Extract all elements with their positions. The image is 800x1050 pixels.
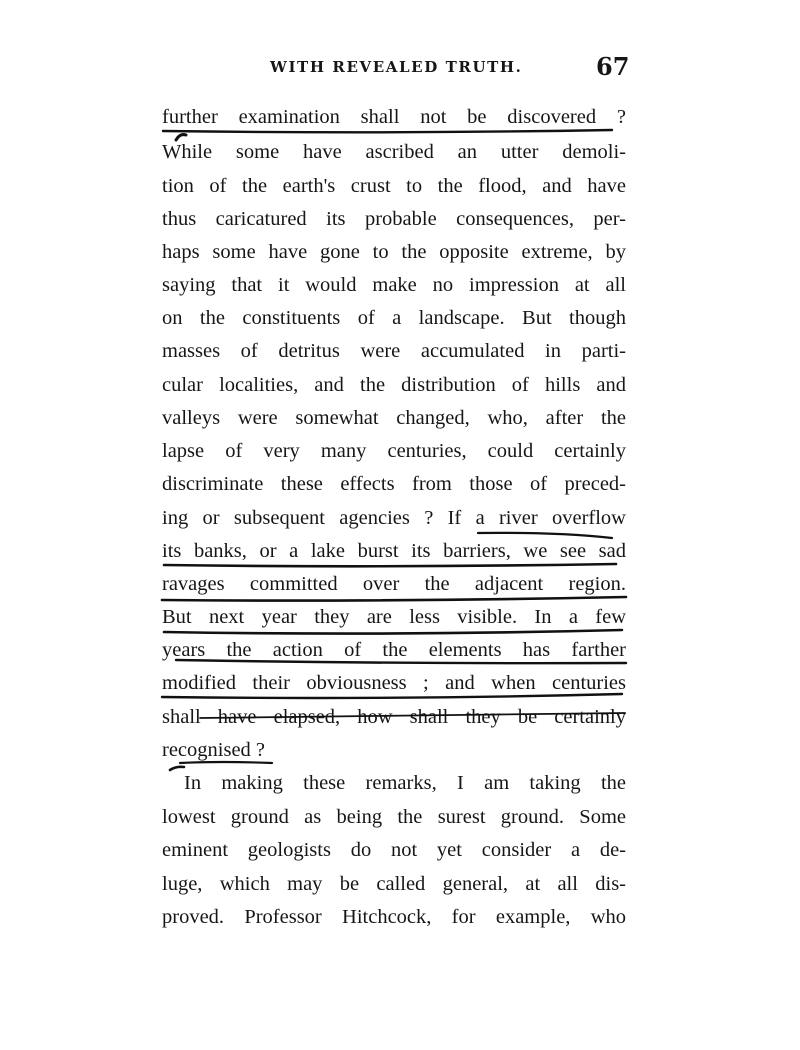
text-line: shall have elapsed, how shall they be certainly [162, 706, 626, 728]
text-line: tion of the earth's crust to the flood, and have [162, 175, 626, 197]
underline-mark [170, 767, 184, 770]
text-line: ravages committed over the adjacent region. [162, 573, 626, 595]
text-line: luge, which may be called general, at all dis- [162, 873, 626, 895]
text-line: In making these remarks, I am taking the [184, 772, 626, 794]
text-line: ing or subsequent agencies ? If a river overflow [162, 507, 626, 529]
underline-mark [200, 713, 625, 718]
text-line: recognised ? [162, 739, 266, 761]
underline-mark [164, 630, 622, 634]
running-header: WITH REVEALED TRUTH. [270, 58, 523, 76]
underline-mark [162, 597, 626, 601]
text-line: While some have ascribed an utter demoli- [162, 141, 626, 163]
text-line: thus caricatured its probable consequences, per- [162, 208, 626, 230]
underline-mark [478, 533, 612, 538]
underline-mark [180, 762, 272, 763]
text-line: lowest ground as being the surest ground. Some [162, 806, 626, 828]
underline-mark [176, 135, 186, 140]
text-line: discriminate these effects from those of preced- [162, 473, 626, 495]
text-line: lapse of very many centuries, could certainly [162, 440, 626, 462]
text-line: masses of detritus were accumulated in parti- [162, 340, 626, 362]
text-line: years the action of the elements has farther [162, 639, 626, 661]
page-number: 67 [596, 52, 630, 81]
text-line: saying that it would make no impression at all [162, 274, 626, 296]
text-line: proved. Professor Hitchcock, for example, who [162, 906, 626, 928]
text-line: cular localities, and the distribution of hills and [162, 374, 626, 396]
text-line: But next year they are less visible. In a few [162, 606, 626, 628]
text-line: further examination shall not be discovered ? [162, 106, 626, 128]
text-line: modified their obviousness ; and when centuries [162, 672, 626, 694]
text-line: on the constituents of a landscape. But though [162, 307, 626, 329]
underline-mark [162, 694, 622, 698]
underline-mark [176, 660, 626, 663]
text-line: valleys were somewhat changed, who, after the [162, 407, 626, 429]
underline-mark [163, 130, 612, 132]
underline-mark [164, 564, 616, 566]
text-line: its banks, or a lake burst its barriers, we see sad [162, 540, 626, 562]
text-line: haps some have gone to the opposite extreme, by [162, 241, 626, 263]
text-line: eminent geologists do not yet consider a de- [162, 839, 626, 861]
